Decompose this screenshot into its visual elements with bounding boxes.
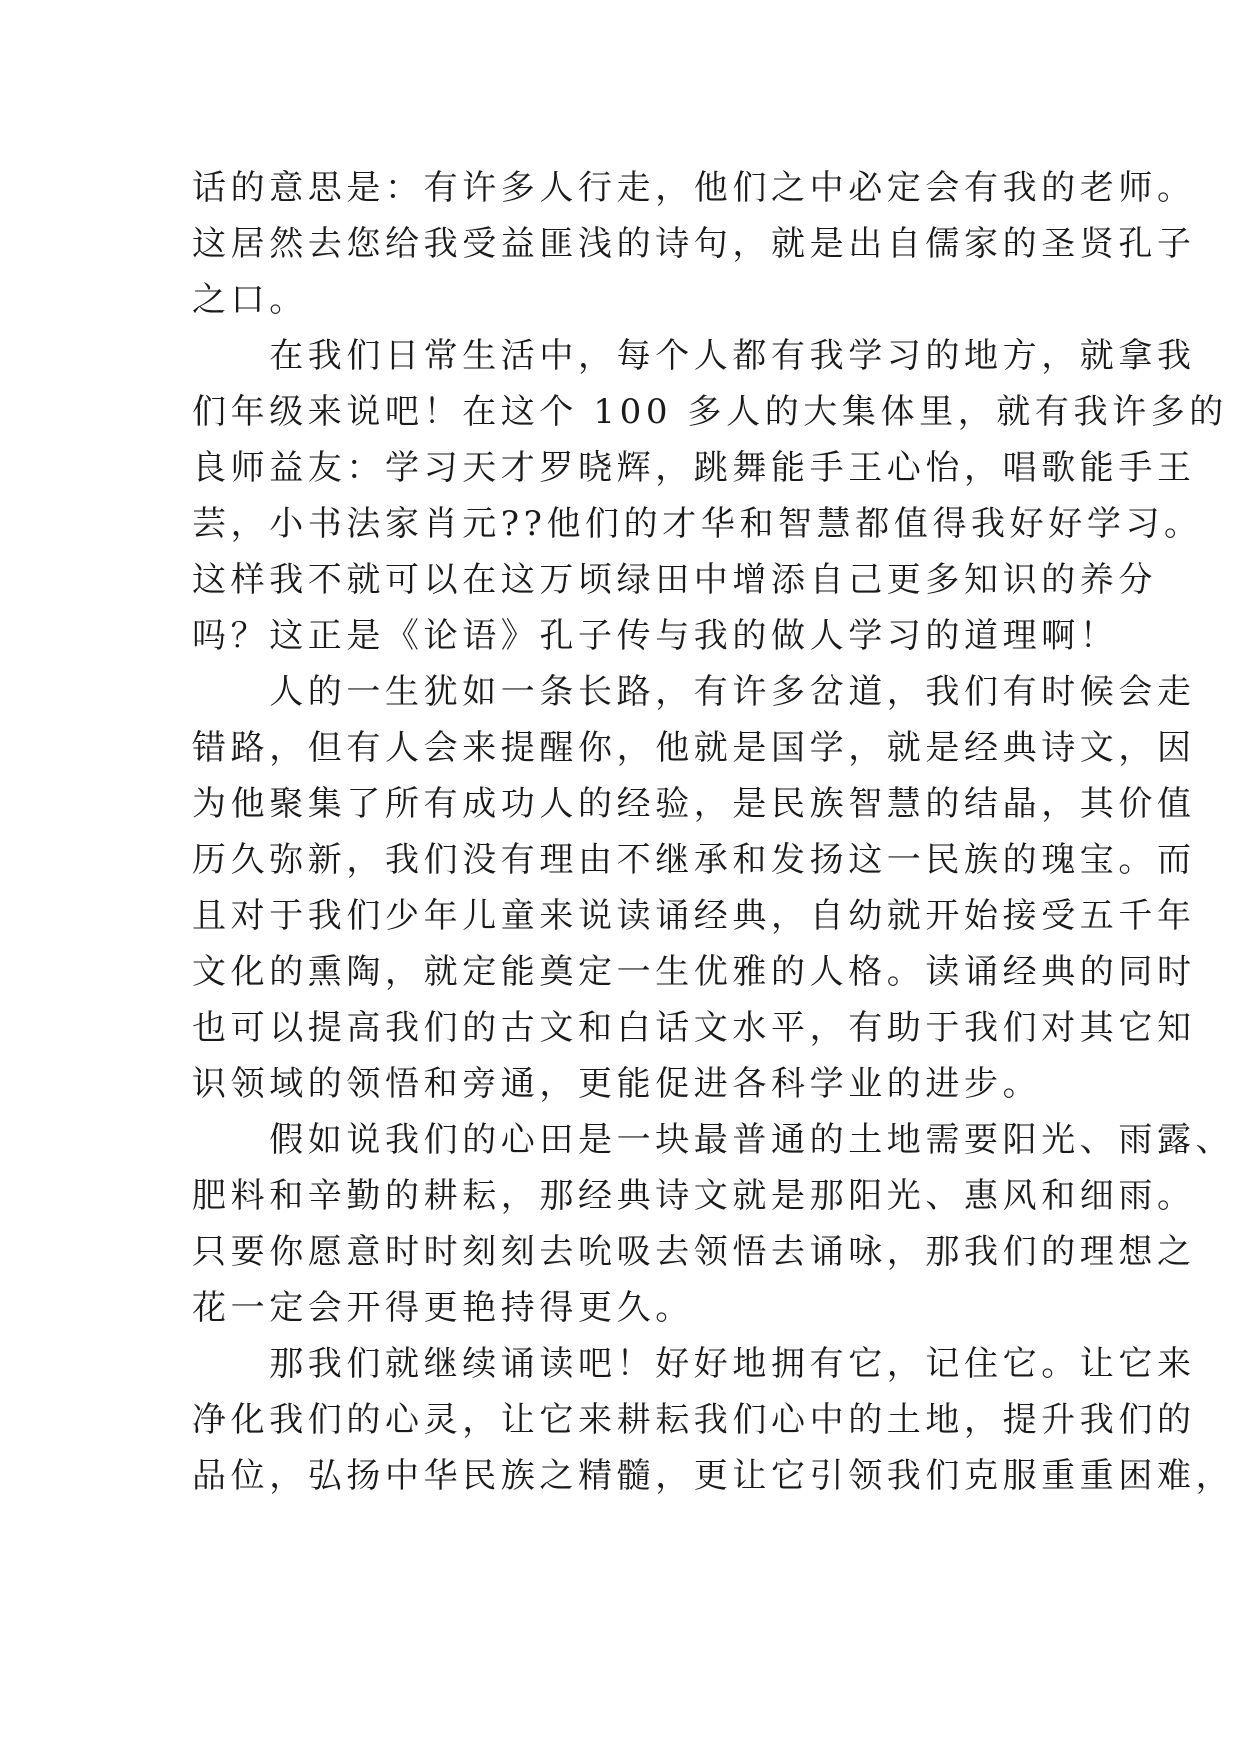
text-line: 只要你愿意时时刻刻去吮吸去领悟去诵咏，那我们的理想之 [192,1232,1196,1272]
text-line: 识领域的领悟和旁通，更能促进各科学业的进步。 [192,1064,1042,1104]
text-line: 那我们就继续诵读吧！好好地拥有它，记住它。让它来 [192,1344,1196,1384]
text-line: 也可以提高我们的古文和白话文水平，有助于我们对其它知 [192,1008,1196,1048]
text-line: 这居然去您给我受益匪浅的诗句，就是出自儒家的圣贤孔子 [192,224,1196,264]
text-line: 肥料和辛勤的耕耘，那经典诗文就是那阳光、惠风和细雨。 [192,1176,1196,1216]
text-line: 之口。 [192,280,308,320]
text-line: 错路，但有人会来提醒你，他就是国学，就是经典诗文，因 [192,728,1196,768]
text-line: 这样我不就可以在这万顷绿田中增添自己更多知识的养分 [192,560,1157,600]
text-line: 文化的熏陶，就定能奠定一生优雅的人格。读诵经典的同时 [192,952,1196,992]
text-line: 为他聚集了所有成功人的经验，是民族智慧的结晶，其价值 [192,784,1196,824]
text-line: 净化我们的心灵，让它来耕耘我们心中的土地，提升我们的 [192,1400,1196,1440]
text-line: 且对于我们少年儿童来说读诵经典，自幼就开始接受五千年 [192,896,1196,936]
text-line: 假如说我们的心田是一块最普通的土地需要阳光、雨露、 [192,1120,1235,1160]
text-line: 们年级来说吧！在这个 100 多人的大集体里，就有我许多的 [192,392,1228,432]
text-line: 吗？这正是《论语》孔子传与我的做人学习的道理啊！ [192,616,1119,656]
text-line: 历久弥新，我们没有理由不继承和发扬这一民族的瑰宝。而 [192,840,1196,880]
text-line: 话的意思是：有许多人行走，他们之中必定会有我的老师。 [192,168,1196,208]
text-line: 良师益友：学习天才罗晓辉，跳舞能手王心怡，唱歌能手王 [192,448,1196,488]
text-line: 在我们日常生活中，每个人都有我学习的地方，就拿我 [192,336,1196,376]
text-line: 品位，弘扬中华民族之精髓，更让它引领我们克服重重困难， [192,1456,1235,1496]
text-line: 芸，小书法家肖元??他们的才华和智慧都值得我好好学习。 [192,504,1203,544]
text-line: 人的一生犹如一条长路，有许多岔道，我们有时候会走 [192,672,1196,712]
text-line: 花一定会开得更艳持得更久。 [192,1288,694,1328]
body-text [192,160,1235,1504]
